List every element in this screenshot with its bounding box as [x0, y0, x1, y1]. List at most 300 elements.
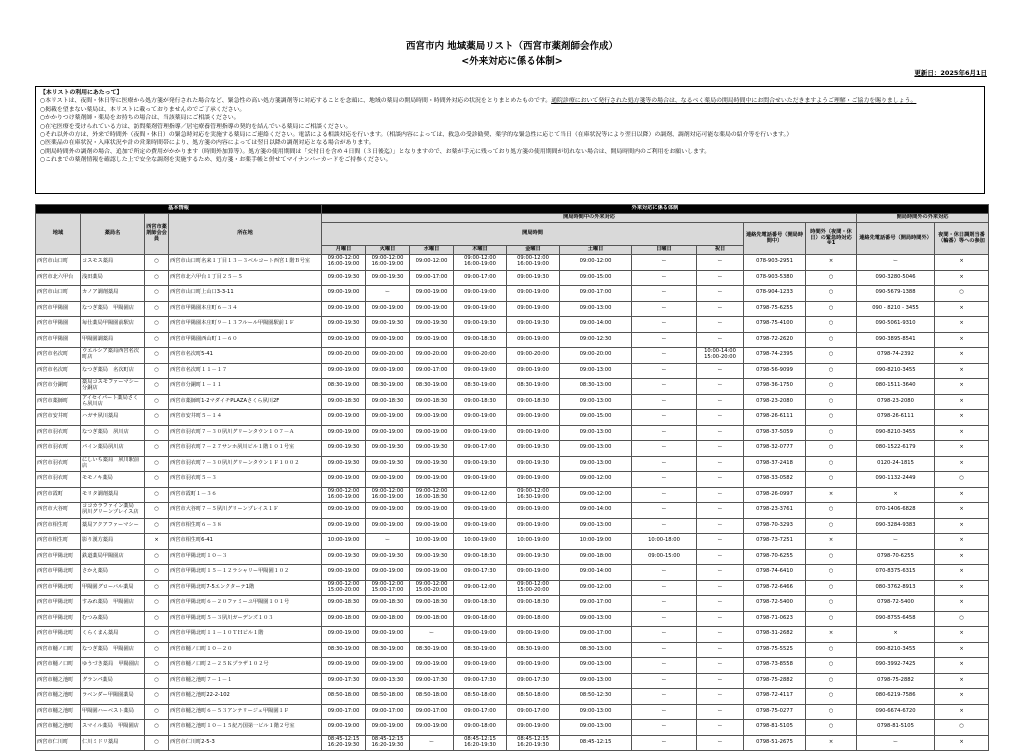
cell-tel-closed: 0798-74-2392: [857, 348, 935, 364]
cell-holiday: ー: [697, 255, 744, 271]
cell-mon: 09:00-19:00: [322, 286, 366, 302]
cell-night-response: ○: [806, 394, 857, 410]
cell-sat: 09:00-12:00: [560, 472, 632, 488]
cell-wed: 09:00-19:00: [410, 286, 454, 302]
cell-holiday: ー: [697, 518, 744, 534]
cell-thu: 09:00-12:00 16:00-19:00: [454, 255, 507, 271]
cell-area: 西宮市甲陽園: [36, 301, 81, 317]
cell-fri: 09:00-18:00: [507, 611, 560, 627]
cell-tel-closed: 090-5061-9310: [857, 317, 935, 333]
cell-fri: 09:00-19:30: [507, 549, 560, 565]
table-row: [36, 286, 989, 302]
cell-sat: 08:50-12:30: [560, 689, 632, 705]
usage-note-underlined: 通院診療において発行された処方箋等の場合は、なるべく薬局の開局時間中にお問合せいただきますようご理解・ご協力を賜りましょう。: [551, 98, 917, 105]
cell-night-share: ×: [935, 441, 989, 457]
cell-name: ココカラファイン薬局 夙川グリーンプレイス店: [81, 503, 145, 519]
cell-tel-open: 0798-75-4100: [744, 317, 806, 333]
cell-wed: 09:00-19:30: [410, 317, 454, 333]
cell-tel-closed: 0798-26-6111: [857, 410, 935, 426]
cell-tue: 08:30-19:00: [366, 379, 410, 395]
cell-member: ○: [145, 642, 169, 658]
cell-tel-closed: 090-8755-6458: [857, 611, 935, 627]
cell-night-response: ○: [806, 456, 857, 472]
group-open-hours: 開局時間中の外来対応: [322, 214, 857, 223]
col-day: 金曜日: [507, 246, 560, 255]
table-row: [36, 270, 989, 286]
cell-tel-open: 078-903-5380: [744, 270, 806, 286]
cell-tue: 09:00-17:00: [366, 704, 410, 720]
table-row: [36, 503, 989, 519]
cell-area: 西宮市樋ノ口町: [36, 658, 81, 674]
cell-name: スマイル薬局 甲陽園店: [81, 720, 145, 736]
cell-sun: ー: [632, 720, 697, 736]
cell-fri: 09:00-17:00: [507, 704, 560, 720]
cell-member: ○: [145, 348, 169, 364]
cell-tel-closed: 090-5679-1388: [857, 286, 935, 302]
cell-holiday: ー: [697, 503, 744, 519]
cell-night-share: ×: [935, 565, 989, 581]
cell-night-share: ×: [935, 689, 989, 705]
cell-night-share: ×: [935, 735, 989, 751]
cell-night-share: ×: [935, 549, 989, 565]
cell-address: 西宮市樋之池町１０－１５紀乃国第一ビル１階２号室: [169, 720, 322, 736]
cell-wed: 09:00-12:00: [410, 255, 454, 271]
cell-night-response: ○: [806, 549, 857, 565]
cell-sat: 09:00-13:00: [560, 363, 632, 379]
cell-fri: 09:00-19:00: [507, 332, 560, 348]
cell-thu: 09:00-19:00: [454, 658, 507, 674]
cell-name: 薬局コスモファーマシー分銅店: [81, 379, 145, 395]
usage-note: [40, 97, 980, 105]
cell-tel-closed: 0798-70-6255: [857, 549, 935, 565]
cell-night-response: ○: [806, 348, 857, 364]
cell-sun: ー: [632, 627, 697, 643]
cell-tel-open: 0798-73-8558: [744, 658, 806, 674]
cell-tue: 09:00-19:00: [366, 658, 410, 674]
cell-tue: 09:00-19:00: [366, 332, 410, 348]
cell-holiday: ー: [697, 394, 744, 410]
cell-member: ○: [145, 503, 169, 519]
cell-address: 西宮市名次町5-41: [169, 348, 322, 364]
cell-thu: 09:00-19:00: [454, 425, 507, 441]
cell-tue: 09:00-19:30: [366, 549, 410, 565]
cell-holiday: ー: [697, 270, 744, 286]
cell-tel-open: 0798-70-3293: [744, 518, 806, 534]
cell-fri: 10:00-19:00: [507, 534, 560, 550]
cell-sun: ー: [632, 704, 697, 720]
cell-tue: 09:00-18:30: [366, 596, 410, 612]
cell-thu: 09:00-19:00: [454, 627, 507, 643]
cell-tue: 09:00-19:30: [366, 441, 410, 457]
cell-area: 西宮市相生町: [36, 534, 81, 550]
cell-name: 影り漢方薬局: [81, 534, 145, 550]
cell-tel-open: 0798-72-2620: [744, 332, 806, 348]
group-closed-hours: 開局時間外の外来対応: [857, 214, 989, 223]
usage-note: ○開局時間外の調剤の場合、追加で所定の費用がかかります（時間外加算等）。処方箋の使用期間は「交付日を含め４日間（３日後迄）」となりますので、お薬が手元に残っており処方箋の使用期間が切れない場合は、開局時間内のご利用をお願いします。: [40, 148, 711, 155]
table-row: [36, 689, 989, 705]
cell-tue: 09:00-12:00 16:00-19:00: [366, 487, 410, 503]
cell-fri: 09:00-12:00 15:00-20:00: [507, 580, 560, 596]
cell-thu: 09:00-19:00: [454, 503, 507, 519]
page-title: 西宮市内 地域薬局リスト（西宮市薬剤師会作成）: [405, 41, 619, 52]
cell-thu: 09:00-18:30: [454, 394, 507, 410]
cell-tel-closed: 080-1511-3640: [857, 379, 935, 395]
cell-wed: ー: [410, 735, 454, 751]
cell-mon: 09:00-19:30: [322, 270, 366, 286]
cell-name: むつみ薬局: [81, 611, 145, 627]
table-row: [36, 456, 989, 472]
cell-wed: 08:30-19:00: [410, 379, 454, 395]
cell-sun: ー: [632, 503, 697, 519]
cell-wed: 09:00-12:00 16:00-18:30: [410, 487, 454, 503]
col-day: 火曜日: [366, 246, 410, 255]
cell-sun: ー: [632, 456, 697, 472]
cell-sun: ー: [632, 565, 697, 581]
cell-address: 西宮市霞町１－３６: [169, 487, 322, 503]
col-day: 土曜日: [560, 246, 632, 255]
cell-member: ○: [145, 425, 169, 441]
cell-member: ×: [145, 534, 169, 550]
cell-wed: 09:00-19:00: [410, 720, 454, 736]
cell-mon: 09:00-19:30: [322, 456, 366, 472]
cell-thu: 09:00-18:30: [454, 549, 507, 565]
cell-sat: 09:00-13:00: [560, 658, 632, 674]
cell-address: 西宮市樋之池町７－１－１: [169, 673, 322, 689]
cell-member: ○: [145, 565, 169, 581]
cell-tel-closed: 090-3284-9383: [857, 518, 935, 534]
cell-night-response: ○: [806, 503, 857, 519]
table-row: [36, 658, 989, 674]
usage-note: ○在宅医療を受けられている方は、訪問薬剤管理指導／居宅療養管理指導の契約を結んでいる薬局にご相談ください。: [40, 123, 352, 130]
cell-tue: ー: [366, 534, 410, 550]
cell-night-share: ×: [935, 379, 989, 395]
cell-tue: 09:00-12:00 16:00-19:00: [366, 255, 410, 271]
cell-holiday: ー: [697, 456, 744, 472]
cell-address: 西宮市大谷町７－５夙川グリーンプレイス１Ｆ: [169, 503, 322, 519]
cell-tel-closed: 090-1132-2449: [857, 472, 935, 488]
cell-tel-open: 0798-75-2882: [744, 673, 806, 689]
cell-night-share: ×: [935, 255, 989, 271]
table-row: [36, 348, 989, 364]
cell-night-response: ○: [806, 596, 857, 612]
cell-mon: 08:30-19:00: [322, 642, 366, 658]
cell-tel-open: 0798-73-7251: [744, 534, 806, 550]
cell-tel-open: 0798-74-2395: [744, 348, 806, 364]
cell-sun: ー: [632, 441, 697, 457]
cell-tue: 09:00-19:00: [366, 410, 410, 426]
table-row: [36, 487, 989, 503]
cell-name: すみれ薬局 甲陽園店: [81, 596, 145, 612]
cell-thu: 09:00-19:00: [454, 472, 507, 488]
cell-holiday: ー: [697, 735, 744, 751]
cell-area: 西宮市甲陽園: [36, 332, 81, 348]
cell-name: 甲陽園ハーベスト薬局: [81, 704, 145, 720]
col-day: 月曜日: [322, 246, 366, 255]
cell-area: 西宮市樋之池町: [36, 720, 81, 736]
cell-mon: 09:00-18:30: [322, 596, 366, 612]
cell-area: 西宮市山口町: [36, 255, 81, 271]
cell-mon: 09:00-19:00: [322, 503, 366, 519]
cell-wed: 09:00-19:00: [410, 472, 454, 488]
cell-thu: 09:00-19:00: [454, 518, 507, 534]
cell-address: 西宮市羽衣町７－２７サンホ夙川ビル１階１０１号室: [169, 441, 322, 457]
col-night-share: 夜間・休日調剤当番（輪番）等への参加: [935, 223, 989, 255]
cell-fri: 09:00-19:00: [507, 503, 560, 519]
cell-fri: 09:00-19:00: [507, 720, 560, 736]
table-row: [36, 720, 989, 736]
cell-fri: 09:00-19:00: [507, 518, 560, 534]
usage-note: ○掲載を望まない薬局は、本リストに載っておりませんのでご了承ください。: [40, 106, 246, 113]
cell-fri: 09:00-19:00: [507, 301, 560, 317]
cell-holiday: ー: [697, 441, 744, 457]
cell-wed: 09:00-20:00: [410, 348, 454, 364]
cell-sun: ー: [632, 472, 697, 488]
cell-night-response: ○: [806, 642, 857, 658]
cell-tel-closed: 090-3895-8541: [857, 332, 935, 348]
cell-member: ○: [145, 472, 169, 488]
cell-member: ○: [145, 720, 169, 736]
col-night-response: 時間外（夜間・休日）の緊急時対応※1: [806, 223, 857, 255]
cell-thu: 09:00-17:00: [454, 270, 507, 286]
cell-night-response: ○: [806, 673, 857, 689]
cell-address: 西宮市甲陽北町５－３夙川ガーデンズ１０３: [169, 611, 322, 627]
cell-member: ○: [145, 394, 169, 410]
cell-address: 西宮市甲陽北町7-5エンクターテ1階: [169, 580, 322, 596]
cell-thu: 09:00-18:00: [454, 720, 507, 736]
cell-night-response: ○: [806, 704, 857, 720]
cell-address: 西宮市相生町6-41: [169, 534, 322, 550]
cell-thu: 08:50-18:00: [454, 689, 507, 705]
table-row: [36, 627, 989, 643]
cell-member: ○: [145, 704, 169, 720]
cell-wed: 09:00-19:00: [410, 425, 454, 441]
cell-address: 西宮市甲陽北町１０－３: [169, 549, 322, 565]
cell-sun: ー: [632, 317, 697, 333]
cell-thu: 09:00-17:30: [454, 565, 507, 581]
cell-thu: 09:00-19:30: [454, 317, 507, 333]
cell-sat: 09:00-15:00: [560, 410, 632, 426]
cell-sat: 09:00-13:00: [560, 441, 632, 457]
cell-area: 西宮市仁川町: [36, 735, 81, 751]
cell-sun: ー: [632, 379, 697, 395]
cell-area: 西宮市樋之池町: [36, 673, 81, 689]
cell-member: ○: [145, 379, 169, 395]
cell-night-share: ×: [935, 704, 989, 720]
cell-fri: 09:00-19:30: [507, 270, 560, 286]
cell-name: アイセイパート薬局さくら夙川店: [81, 394, 145, 410]
cell-tel-open: 0798-74-6410: [744, 565, 806, 581]
cell-holiday: ー: [697, 720, 744, 736]
cell-wed: 09:00-18:30: [410, 394, 454, 410]
cell-holiday: ー: [697, 317, 744, 333]
cell-fri: 09:00-19:00: [507, 286, 560, 302]
cell-night-response: ○: [806, 611, 857, 627]
cell-sat: 09:00-14:00: [560, 317, 632, 333]
cell-fri: 09:00-19:00: [507, 425, 560, 441]
table-row: [36, 379, 989, 395]
cell-night-share: ○: [935, 472, 989, 488]
cell-night-share: ×: [935, 410, 989, 426]
usage-note-text: ○本リストは、夜間・休日等に医療から処方箋が発行された場合など、緊急性の高い処方箋調剤等に対応することを念頭に、地域の薬局の開局時間・時間外対応の状況をとりまとめたものです。: [40, 98, 552, 105]
cell-address: 西宮市薬師町1-2マダイチPLAZAさくら夙川2F: [169, 394, 322, 410]
cell-area: 西宮市甲陽園: [36, 317, 81, 333]
cell-holiday: ー: [697, 658, 744, 674]
cell-wed: 09:00-19:00: [410, 410, 454, 426]
cell-member: ○: [145, 270, 169, 286]
table-row: [36, 301, 989, 317]
cell-night-share: ×: [935, 270, 989, 286]
usage-note: ○これまでの薬剤情報を確認した上で安全な調剤を実施するため、処方箋・お薬手帳と併せてマイナンバーカードをご持参ください。: [40, 157, 392, 163]
cell-tel-open: 0798-26-0997: [744, 487, 806, 503]
cell-sat: 09:00-13:00: [560, 301, 632, 317]
table-row: [36, 534, 989, 550]
table-row: [36, 518, 989, 534]
cell-sun: ー: [632, 689, 697, 705]
cell-tel-closed: 070-8375-6315: [857, 565, 935, 581]
cell-name: カノア調剤薬局: [81, 286, 145, 302]
cell-member: ○: [145, 317, 169, 333]
cell-tel-closed: ー: [857, 735, 935, 751]
cell-address: 西宮市甲陽北町１１－１０ＴＨビル１階: [169, 627, 322, 643]
cell-name: なつぎ薬局 名次町店: [81, 363, 145, 379]
cell-holiday: ー: [697, 425, 744, 441]
cell-fri: 09:00-20:00: [507, 348, 560, 364]
cell-member: ○: [145, 689, 169, 705]
cell-mon: 09:00-20:00: [322, 348, 366, 364]
cell-thu: 09:00-18:30: [454, 332, 507, 348]
cell-member: ○: [145, 549, 169, 565]
cell-fri: 09:00-19:30: [507, 317, 560, 333]
cell-tel-open: 0798-75-5525: [744, 642, 806, 658]
cell-sat: 09:00-12:00: [560, 255, 632, 271]
cell-night-share: ×: [935, 673, 989, 689]
cell-area: 西宮市甲陽北町: [36, 549, 81, 565]
cell-fri: 09:00-12:00 16:30-19:00: [507, 487, 560, 503]
cell-sat: 09:00-12:00: [560, 487, 632, 503]
cell-tel-open: 0798-23-2080: [744, 394, 806, 410]
cell-holiday: 10:00-14:00 15:00-20:00: [697, 348, 744, 364]
cell-mon: 08:30-19:00: [322, 379, 366, 395]
cell-thu: 09:00-18:30: [454, 596, 507, 612]
cell-member: ○: [145, 611, 169, 627]
cell-sat: 09:00-20:00: [560, 348, 632, 364]
cell-name: ラベンダー甲陽園薬局: [81, 689, 145, 705]
cell-wed: 09:00-19:30: [410, 456, 454, 472]
cell-sat: 09:00-15:00: [560, 270, 632, 286]
cell-thu: 09:00-19:30: [454, 456, 507, 472]
cell-name: 毎仕薬局甲陽園前駅店: [81, 317, 145, 333]
cell-thu: 10:00-19:00: [454, 534, 507, 550]
cell-member: ○: [145, 627, 169, 643]
cell-sun: ー: [632, 301, 697, 317]
cell-mon: 09:00-19:00: [322, 518, 366, 534]
table-row: [36, 565, 989, 581]
cell-mon: 09:00-19:00: [322, 332, 366, 348]
cell-tel-closed: 0798-23-2080: [857, 394, 935, 410]
cell-name: モリタ調剤薬局: [81, 487, 145, 503]
usage-note: ○医薬品の在庫状況・入庫状況や計の営業時間帯により、処方箋の内容によっては翌日以降の調剤対応となる場合があります。: [40, 140, 375, 147]
cell-area: 西宮市霞町: [36, 487, 81, 503]
cell-sat: 09:00-13:00: [560, 704, 632, 720]
cell-address: 西宮市樋之池町22-2-102: [169, 689, 322, 705]
cell-night-share: ×: [935, 642, 989, 658]
cell-mon: 09:00-19:30: [322, 549, 366, 565]
cell-night-share: ×: [935, 534, 989, 550]
cell-sat: 09:00-14:00: [560, 503, 632, 519]
cell-thu: 09:00-20:00: [454, 348, 507, 364]
cell-tel-closed: 090 - 8210 - 3455: [857, 301, 935, 317]
cell-member: ○: [145, 286, 169, 302]
cell-tel-open: 0798-33-0582: [744, 472, 806, 488]
cell-address: 西宮市羽衣町７－３０夙川グリーンタウン１Ｆ１００２: [169, 456, 322, 472]
cell-tel-open: 0798-70-6255: [744, 549, 806, 565]
cell-tue: 09:00-20:00: [366, 348, 410, 364]
cell-address: 西宮市仁川町2-5-3: [169, 735, 322, 751]
cell-area: 西宮市甲陽北町: [36, 627, 81, 643]
cell-night-response: ○: [806, 518, 857, 534]
cell-tel-closed: 0120-24-1815: [857, 456, 935, 472]
usage-note: ○それ以外の方は、外来で時間外（夜間・休日）の緊急時対応を実施する薬局にご連絡ください。電話による相談対応を行います。（相談内容によっては、救急の受診勧奨、薬学的な緊急性に応じて当日（在庫状況等により翌日以降）の調剤、調剤対応可能な薬局の紹介等を行います。）: [40, 131, 793, 138]
cell-name: 浅田薬局: [81, 270, 145, 286]
cell-tel-open: 0798-75-0277: [744, 704, 806, 720]
cell-thu: 09:00-17:30: [454, 673, 507, 689]
col-address: 所在地: [169, 214, 322, 255]
cell-wed: 09:00-19:00: [410, 332, 454, 348]
cell-thu: 09:00-18:00: [454, 611, 507, 627]
cell-sun: ー: [632, 596, 697, 612]
cell-holiday: ー: [697, 642, 744, 658]
cell-wed: 09:00-19:00: [410, 658, 454, 674]
cell-tel-open: 0798-26-6111: [744, 410, 806, 426]
col-day: 木曜日: [454, 246, 507, 255]
cell-wed: 09:00-19:00: [410, 503, 454, 519]
cell-tue: 08:30-19:00: [366, 642, 410, 658]
cell-member: ○: [145, 363, 169, 379]
cell-address: 西宮市名次町１１－１７: [169, 363, 322, 379]
cell-wed: 09:00-19:30: [410, 441, 454, 457]
table-row: [36, 580, 989, 596]
table-row: [36, 611, 989, 627]
col-area: 地域: [36, 214, 81, 255]
cell-night-share: ×: [935, 363, 989, 379]
cell-area: 西宮市樋之池町: [36, 704, 81, 720]
cell-member: ○: [145, 580, 169, 596]
cell-tue: ー: [366, 286, 410, 302]
cell-sun: ー: [632, 642, 697, 658]
cell-mon: 08:50-18:00: [322, 689, 366, 705]
cell-sat: 09:00-13:00: [560, 720, 632, 736]
cell-night-response: ×: [806, 735, 857, 751]
cell-night-share: ×: [935, 425, 989, 441]
cell-mon: 09:00-19:00: [322, 410, 366, 426]
cell-tue: 09:00-19:00: [366, 503, 410, 519]
table-row: [36, 317, 989, 333]
cell-sun: ー: [632, 518, 697, 534]
cell-night-response: ○: [806, 565, 857, 581]
col-tel-open: 連絡先電話番号（開局時間中）: [744, 223, 806, 255]
cell-member: ○: [145, 332, 169, 348]
cell-tue: 08:45-12:15 16:20-19:30: [366, 735, 410, 751]
cell-tel-closed: 080-6219-7586: [857, 689, 935, 705]
group-outpatient: 外来対応に係る体制: [322, 205, 989, 214]
cell-tue: 09:00-13:30: [366, 673, 410, 689]
cell-tel-closed: 070-1406-6828: [857, 503, 935, 519]
cell-sat: 09:00-13:00: [560, 394, 632, 410]
cell-tel-closed: ×: [857, 627, 935, 643]
cell-holiday: ー: [697, 689, 744, 705]
cell-night-response: ○: [806, 425, 857, 441]
cell-holiday: ー: [697, 379, 744, 395]
